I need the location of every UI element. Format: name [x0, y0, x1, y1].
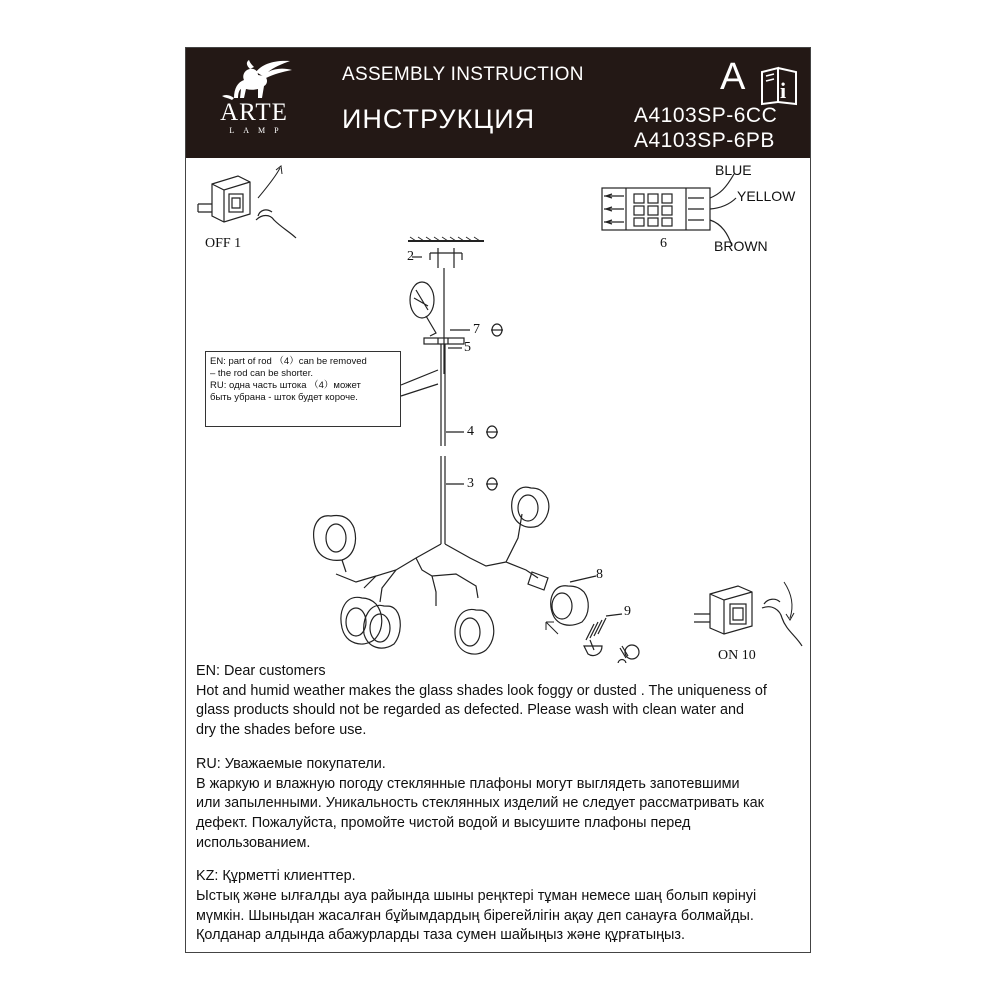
notice-ru-heading: RU: Уважаемые покупатели.	[196, 755, 386, 772]
wall-switch-off-icon	[198, 166, 296, 238]
rod-note-en-1: EN: part of rod （4）can be removed	[210, 356, 367, 367]
customer-notices	[196, 662, 802, 953]
notice-en-line: Hot and humid weather makes the glass shades look foggy or dusted . The uniqueness of	[196, 682, 767, 699]
info-book-icon	[758, 62, 802, 106]
part-number-7: 7	[473, 322, 480, 337]
title-russian: ИНСТРУКЦИЯ	[342, 104, 536, 134]
rod-note-ru-2: быть убрана - шток будет короче.	[210, 392, 358, 403]
step-on-label: ON 10	[718, 648, 756, 663]
terminal-block-icon	[602, 174, 736, 246]
title-english: ASSEMBLY INSTRUCTION	[342, 64, 584, 85]
model-code-2: A4103SP-6PB	[634, 129, 775, 152]
notice-ru-line: В жаркую и влажную погоду стеклянные плафоны могут выглядеть запотевшими	[196, 775, 740, 792]
notice-kz	[196, 867, 802, 946]
rod-note-ru-1: RU: одна часть штока （4）может	[210, 380, 361, 391]
notice-en-heading: EN: Dear customers	[196, 663, 326, 679]
part-number-2: 2	[407, 249, 414, 264]
wire-brown-label: BROWN	[714, 238, 768, 254]
notice-kz-heading: KZ: Құрметті клиенттер.	[196, 868, 356, 885]
model-code-1: A4103SP-6CC	[634, 104, 778, 127]
notice-ru	[196, 755, 802, 854]
rod-note-en-2: – the rod can be shorter.	[210, 368, 313, 379]
instruction-sheet	[185, 47, 811, 953]
part-number-5: 5	[464, 340, 471, 355]
winged-lion-icon	[212, 58, 296, 102]
header-bar	[186, 48, 810, 158]
notice-ru-line: использованием.	[196, 834, 311, 851]
notice-en-line: dry the shades before use.	[196, 722, 367, 739]
part-number-3: 3	[467, 476, 474, 491]
part-number-6: 6	[660, 236, 667, 251]
part-number-4: 4	[467, 424, 474, 439]
wire-yellow-label: YELLOW	[737, 188, 796, 204]
step-off-label: OFF 1	[205, 236, 242, 251]
brand-name: ARTE	[220, 99, 288, 126]
part-number-9: 9	[624, 604, 631, 619]
notice-kz-line: Ыстық және ылғалды ауа райында шыны реңктері тұман немесе шаң болып көрінуі	[196, 888, 757, 905]
notice-ru-line: дефект. Пожалуйста, промойте чистой водой и высушите плафоны перед	[196, 814, 691, 831]
svg-text:i: i	[780, 78, 787, 103]
part-number-8: 8	[596, 567, 603, 582]
assembly-diagram	[186, 158, 810, 663]
brand-logo	[204, 58, 304, 154]
brand-subtitle: LAMP	[229, 126, 288, 135]
notice-kz-line: Қолданар алдында абажурларды таза сумен шайыңыз және құрғатыңыз.	[196, 927, 685, 944]
notice-en	[196, 662, 802, 741]
wall-switch-on-icon	[694, 582, 802, 646]
notice-kz-line: мүмкін. Шыныдан жасалған бұйымдардың бірегейлігін ақау деп санауға болмайды.	[196, 907, 754, 924]
notice-en-line: glass products should not be regarded as defected. Please wash with clean water and	[196, 702, 744, 719]
section-letter: A	[720, 56, 746, 98]
notice-ru-line: или запыленными. Уникальность стеклянных изделий не следует рассматривать как	[196, 795, 764, 812]
wire-blue-label: BLUE	[715, 162, 752, 178]
rod-note-box	[205, 351, 401, 427]
